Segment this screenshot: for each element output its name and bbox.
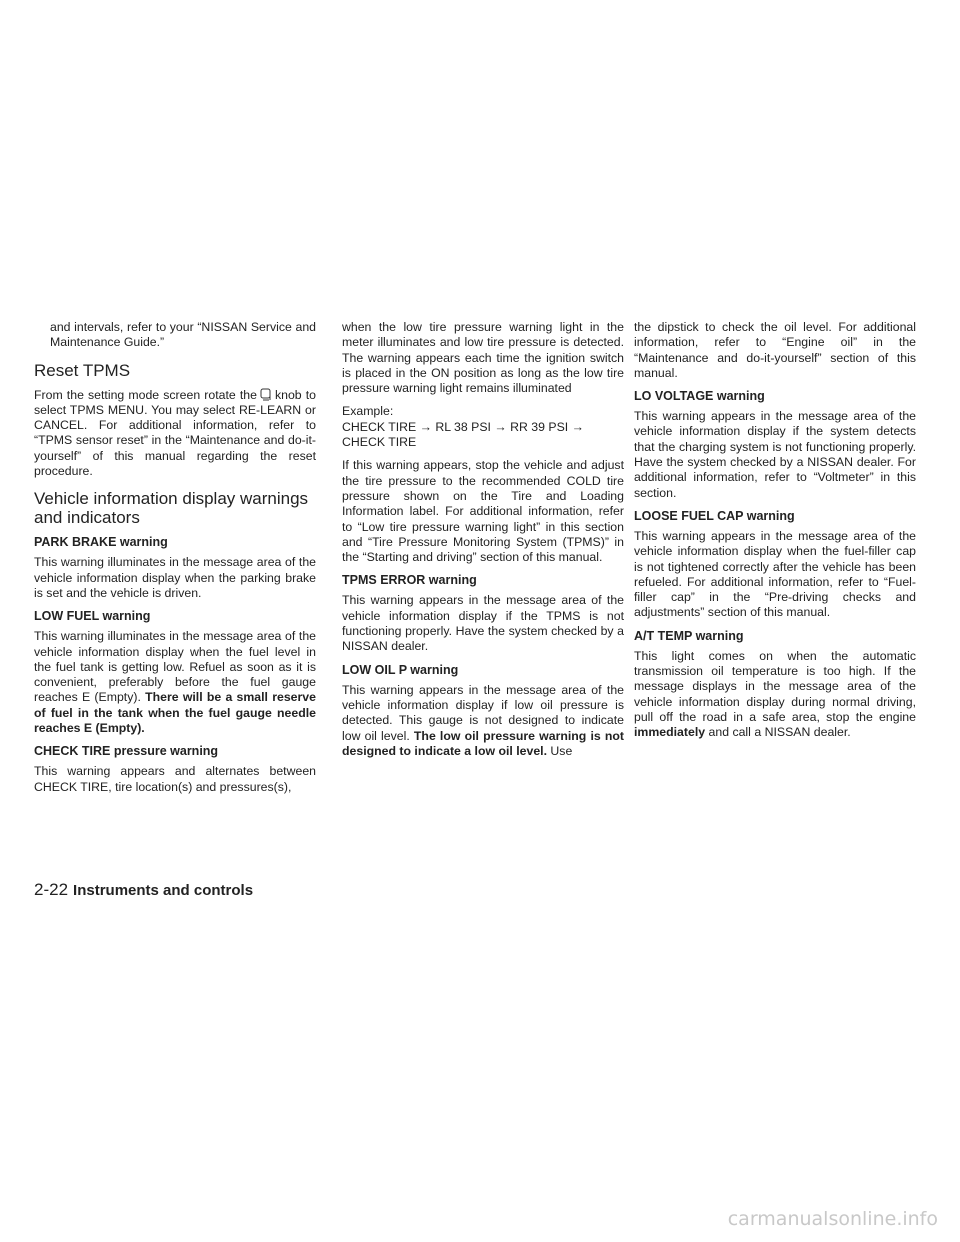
column-3: [634, 320, 916, 749]
low-oil-text: [342, 683, 624, 759]
reset-tpms-heading: Reset TPMS: [34, 360, 131, 380]
reset-text-a: From the setting mode screen rotate the: [34, 387, 257, 402]
tpms-error-heading: TPMS ERROR warning: [342, 573, 477, 588]
lo-voltage-text: This warning appears in the message area of the vehicle information display if the system detects that the charging system is not functioning properly. Have the system checked by a NISSAN dealer. For additional information, refer to “Voltmeter” in this section.: [634, 409, 916, 500]
page-number: 2-22: [34, 880, 69, 899]
at-temp-end: and call a NISSAN dealer.: [708, 725, 851, 740]
page-footer: [34, 880, 253, 900]
reset-tpms-text: [34, 388, 316, 480]
low-oil-bold: The low oil pressure warning is not designed to indicate a low oil level.: [342, 728, 624, 758]
reset-text-b: knob to select TPMS MENU. You may select RE-LEARN or CANCEL. For additional information, refer to “TPMS sensor reset” in the “Maintenance and do-it-yourself” of this manual regarding the reset procedure.: [34, 387, 316, 479]
at-temp-heading: A/T TEMP warning: [634, 628, 744, 643]
park-brake-heading: PARK BRAKE warning: [34, 535, 168, 550]
example-block: [342, 404, 624, 450]
loose-cap-text: This warning appears in the message area of the vehicle information display when the fuel-filler cap is not tightened correctly after the vehicle has been refueled. For additional information, refer to “Fuel-filler cap” in the “Pre-driving checks and adjustments” section of this manual.: [634, 528, 916, 620]
low-oil-body: This warning appears in the message area of the vehicle information display if low oil pressure is detected. This gauge is not designed to indicate low oil level.: [342, 682, 624, 743]
watermark: carmanualsonline.info: [727, 1208, 938, 1230]
check-tire-text: This warning appears and alternates between CHECK TIRE, tire location(s) and pressures(s),: [34, 764, 316, 794]
tpms-error-text: This warning appears in the message area of the vehicle information display if the TPMS is not functioning properly. Have the system checked by a NISSAN dealer.: [342, 593, 624, 654]
vid-warnings-heading: Vehicle information display warnings and indicators: [34, 489, 309, 528]
low-fuel-body: This warning illuminates in the message area of the vehicle information display when the fuel level in the fuel tank is getting low. Refuel as soon as it is convenient, preferably before the fuel gauge reaches E (Empty).: [34, 629, 316, 705]
at-temp-bold: immediately: [634, 725, 706, 740]
low-fuel-heading: LOW FUEL warning: [34, 609, 151, 624]
example-line: CHECK TIRE → RL 38 PSI → RR 39 PSI →: [342, 419, 584, 434]
example-end: CHECK TIRE: [342, 435, 417, 450]
park-brake-text: This warning illuminates in the message area of the vehicle information display when the parking brake is set and the vehicle is driven.: [34, 555, 316, 600]
loose-cap-heading: LOOSE FUEL CAP warning: [634, 508, 795, 523]
check-tire-cont: when the low tire pressure warning light in the meter illuminates and low tire pressure is detected. The warning appears each time the ignition switch is placed in the ON position as long as the low tire pressure warning light remains illuminated: [342, 320, 624, 396]
low-oil-use: Use: [550, 743, 573, 758]
low-fuel-bold: There will be a small reserve of fuel in the tank when the fuel gauge needle reaches E (Empty).: [34, 690, 316, 736]
section-title: Instruments and controls: [73, 882, 254, 899]
at-temp-text: [634, 649, 916, 741]
check-tire-heading: CHECK TIRE pressure warning: [34, 744, 219, 759]
low-oil-heading: LOW OIL P warning: [342, 662, 459, 677]
intro-text: and intervals, refer to your “NISSAN Service and Maintenance Guide.”: [50, 320, 316, 350]
lo-voltage-heading: LO VOLTAGE warning: [634, 389, 765, 404]
at-temp-body: This light comes on when the automatic transmission oil temperature is too high. If the message displays in the message area of the vehicle information display during normal driving, pull off the road in a safe area, stop the engine: [634, 648, 916, 724]
knob-icon: [259, 388, 273, 402]
low-fuel-text: [34, 629, 316, 736]
column-2: [342, 320, 624, 767]
dipstick-text: the dipstick to check the oil level. For additional information, refer to “Engine oil” in the “Maintenance and do-it-yourself” section of this manual.: [634, 320, 916, 380]
example-label: Example:: [342, 404, 394, 419]
tire-appear-text: If this warning appears, stop the vehicle and adjust the tire pressure to the recommended COLD tire pressure shown on the Tire and Loading Information label. For additional information, refer to “Low tire pressure warning light” in this section and “Tire Pressure Monitoring System (TPMS)” in the “Starting and driving” section of this manual.: [342, 458, 624, 565]
column-1: [34, 320, 316, 803]
